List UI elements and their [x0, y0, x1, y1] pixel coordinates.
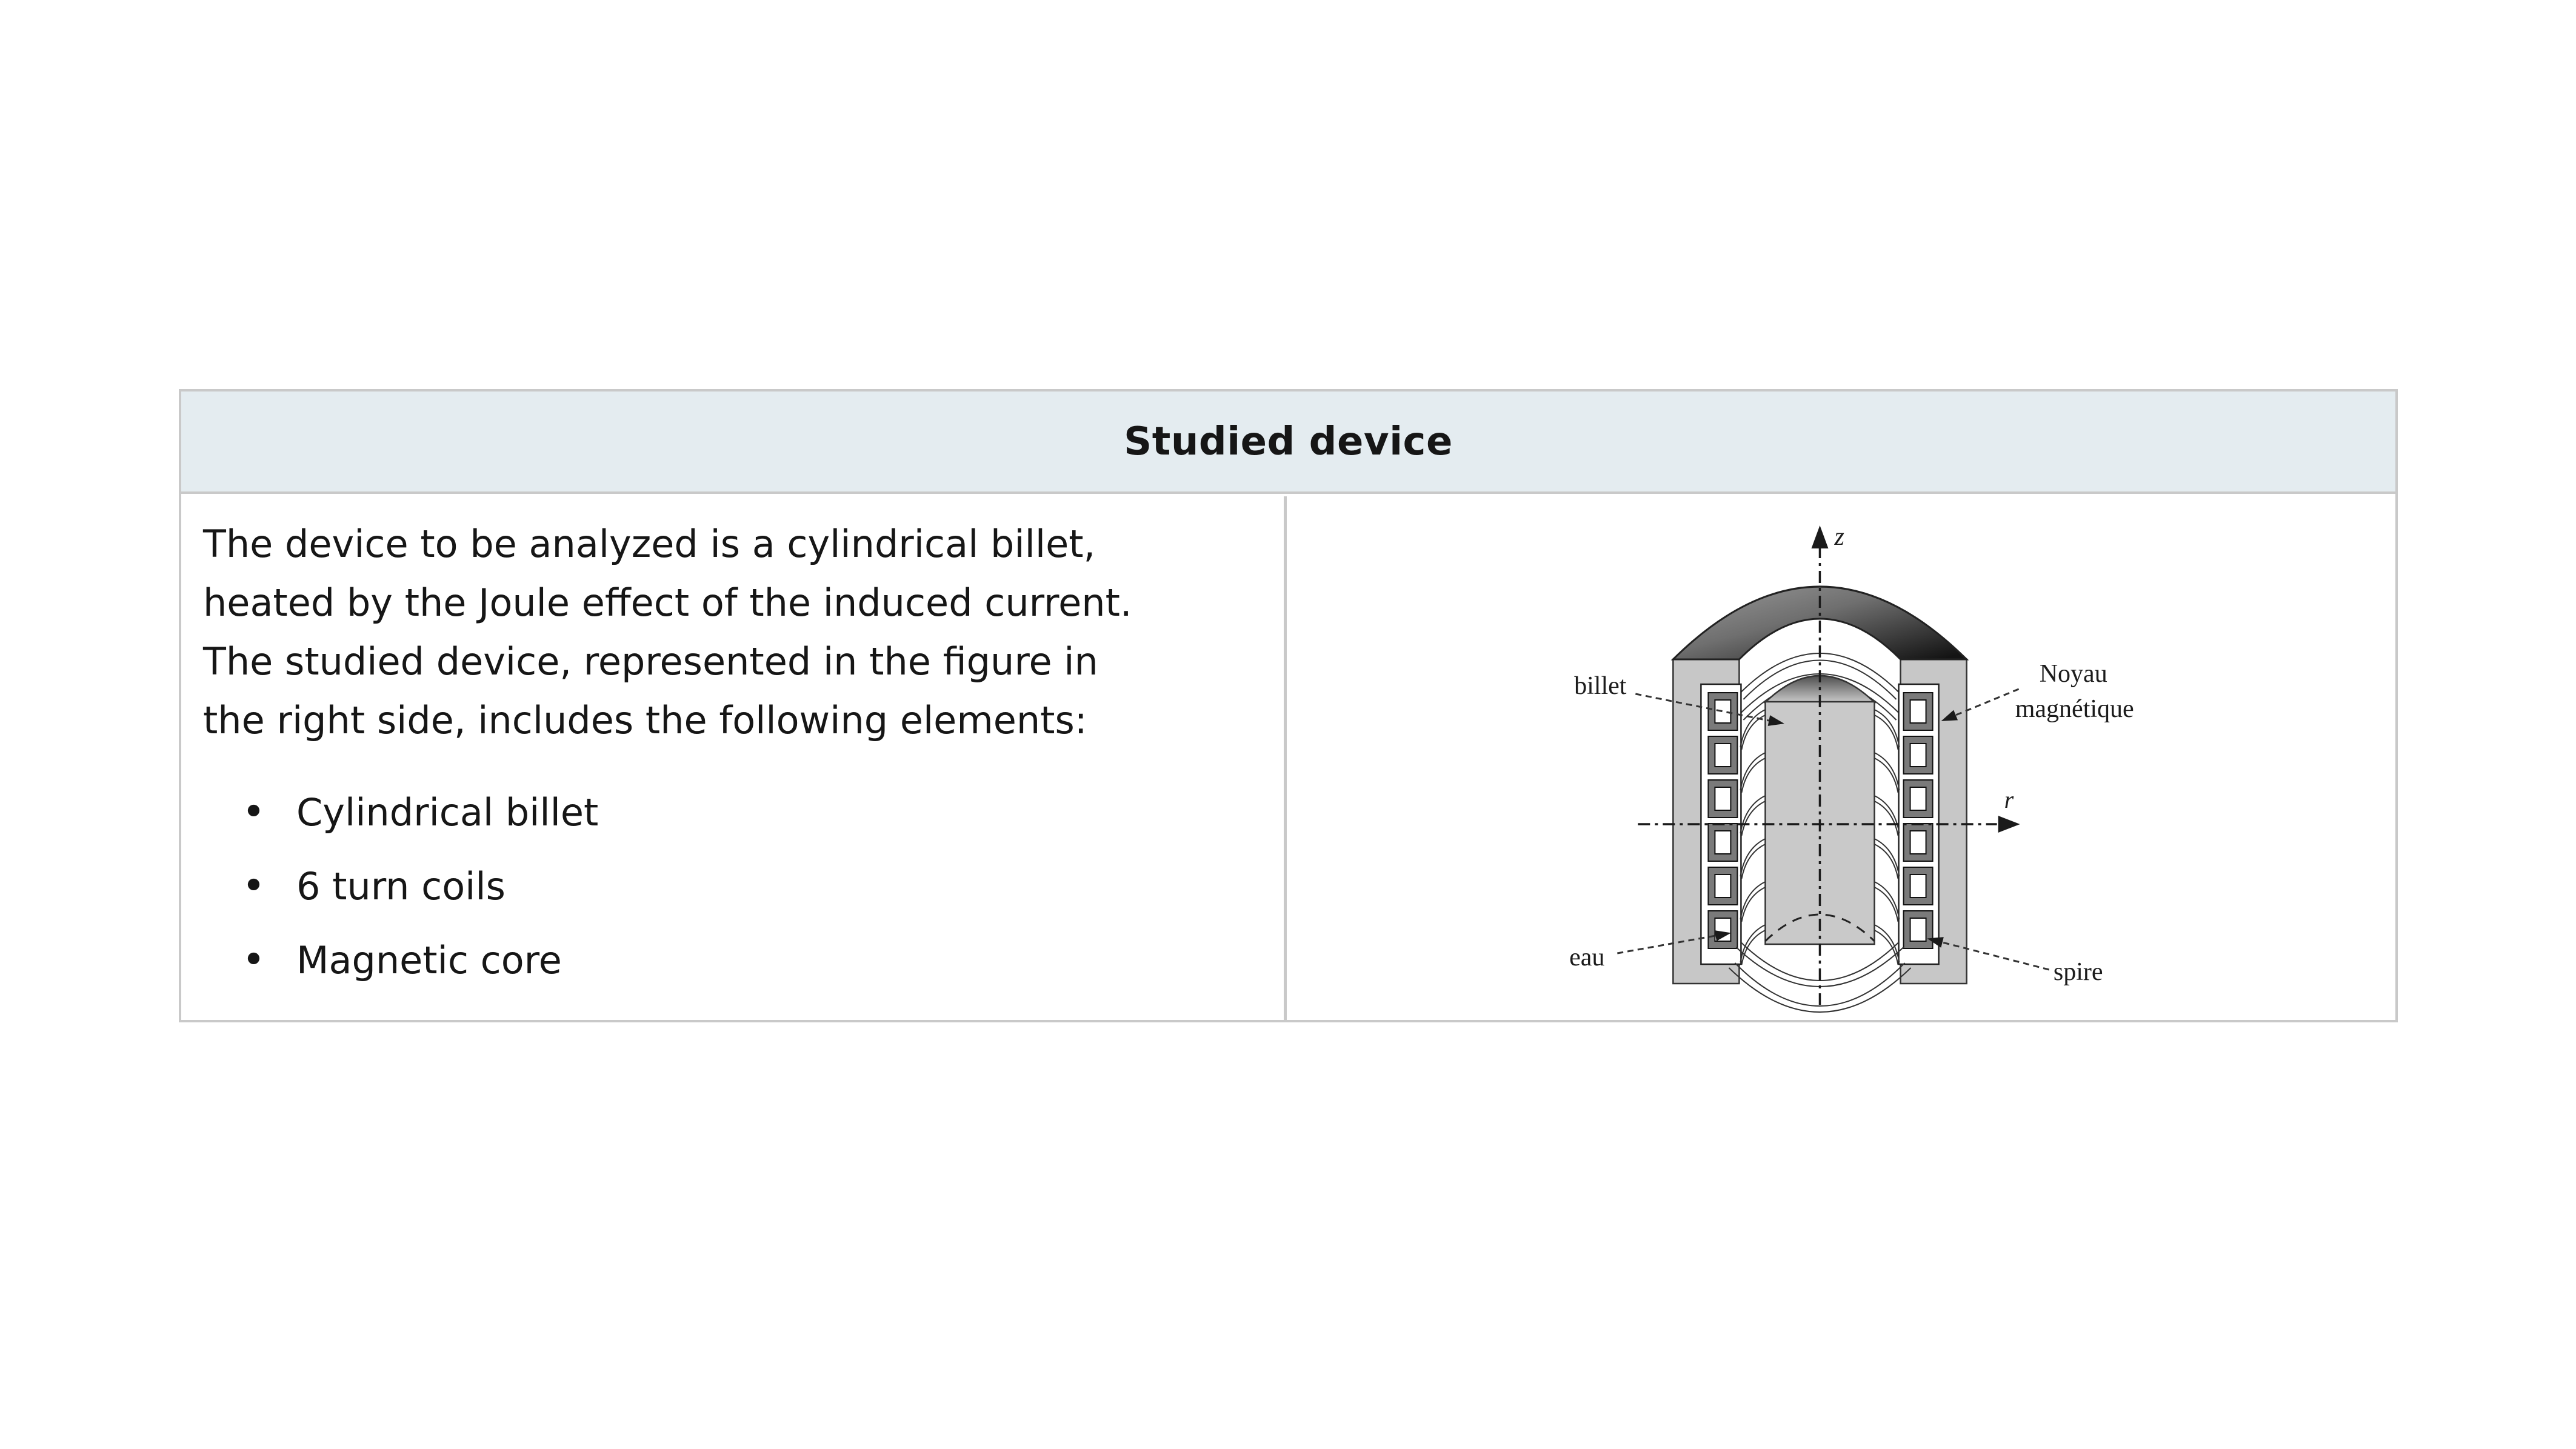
core-label-line1: Noyau [2039, 660, 2107, 688]
paragraph-line: the right side, includes the following elements: [203, 698, 1087, 742]
figure-cell [1290, 496, 2395, 1020]
turn-label: spire [2053, 958, 2103, 986]
core-label-line2: magnétique [2015, 695, 2134, 723]
water-channel [1715, 831, 1730, 854]
water-channel [1715, 787, 1730, 810]
water-channel [1910, 918, 1926, 941]
r-axis-label: r [2004, 786, 2014, 813]
water-channel [1910, 874, 1926, 898]
water-channel [1715, 874, 1730, 898]
list-item: • 6 turn coils [203, 856, 1272, 916]
water-channel [1715, 744, 1730, 767]
paragraph-line: The device to be analyzed is a cylindrical billet, [203, 522, 1096, 566]
paragraph-line: heated by the Joule effect of the induced current. [203, 581, 1132, 625]
elements-bullet-list [203, 782, 1272, 990]
water-channel [1910, 744, 1926, 767]
table-header-row [181, 391, 2395, 494]
z-axis-arrowhead [1811, 525, 1828, 548]
billet-label: billet [1574, 672, 1627, 700]
water-channel [1715, 700, 1730, 723]
induction-device-figure [1290, 496, 2395, 1020]
water-label: eau [1569, 944, 1605, 971]
list-item: • Magnetic core [203, 930, 1272, 990]
z-axis-label: z [1834, 523, 1844, 551]
description-paragraph [203, 515, 1272, 750]
water-channel [1910, 700, 1926, 723]
water-channel [1910, 787, 1926, 810]
list-item: • Cylindrical billet [203, 782, 1272, 842]
table-title: Studied device [1124, 419, 1453, 464]
studied-device-table [179, 389, 2398, 1022]
r-axis-arrowhead [1998, 816, 2020, 833]
paragraph-line: The studied device, represented in the figure in [203, 639, 1098, 684]
description-cell [181, 496, 1287, 1020]
water-channel [1910, 831, 1926, 854]
